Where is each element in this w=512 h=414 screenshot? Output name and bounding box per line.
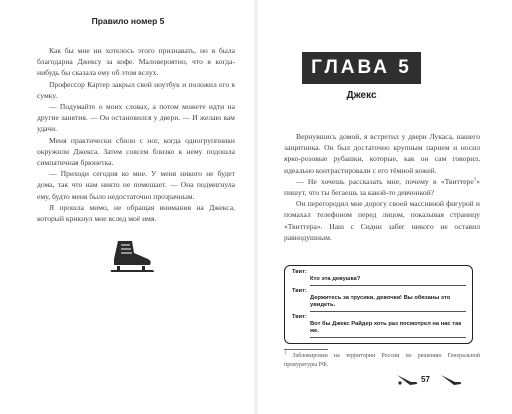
left-page-text (37, 45, 235, 224)
tweet (292, 288, 466, 312)
tweet-text: Кто эта девушка? (310, 276, 361, 282)
chapter-label: ГЛАВА 5 (302, 52, 421, 84)
paragraph (284, 176, 480, 198)
tweet-label: Твит: (292, 287, 307, 294)
running-head: Правило номер 5 (91, 16, 165, 26)
ice-skate-icon (108, 237, 156, 277)
footnote-text: Заблокирован на территории России по решению Генеральной прокуратуры РФ. (284, 353, 480, 368)
footnote (284, 352, 480, 369)
tweet-underline (310, 285, 466, 286)
footnote-divider (284, 349, 328, 350)
page-footer (396, 372, 492, 388)
chapter-title: Джекс (346, 90, 377, 101)
footnote-mark: 1 (284, 351, 287, 356)
footnote-reference[interactable]: 1 (473, 177, 477, 183)
tweet-label: Твит: (292, 313, 307, 320)
paragraph: Профессор Картер закрыл свой ноутбук и положил его в сумку. (37, 79, 235, 100)
paragraph: Я прошла мимо, не обращая внимания на Джекса, который крикнул мне вслед моё имя. (37, 202, 235, 224)
tweet (292, 269, 466, 286)
paragraph: Он перегородил мне дорогу своей массивной фигурой и помахал телефоном перед лицом, показывая страницу «Твиттера». Наш с Сидни забег никого не оставил равнодушным. (284, 199, 480, 242)
tweet-underline (310, 337, 466, 338)
page-number: 57 (421, 375, 430, 384)
paragraph: Меня практически сбили с ног, когда одногруппники окружили Джекса. Затем совсем близко к нему подошла симпатичная брюнетка. (37, 135, 235, 168)
tweet-label: Твит: (292, 269, 307, 275)
paragraph-text: — Не хочешь рассказать мне, почему в «Твиттере (296, 176, 474, 186)
paragraph: — Подумайте о моих словах, а потом можете идти на другие занятия. — Он остановился у двери. — И желаю вам удачи. (37, 102, 235, 134)
tweet-text: Держитесь за трусики, девочки! Вы обязаны это увидеть. (310, 294, 451, 309)
tweet (292, 314, 466, 338)
right-page-text (284, 131, 480, 243)
paragraph: Вернувшись домой, я встретил у двери Лукаса, нашего защитника. Он был достаточно крупным парнем и носил ярко-розовые рубашки, которые, как он сам говорил, идеально контрастировали с его тёмной кожей. (284, 132, 480, 175)
tweet-underline (310, 311, 466, 312)
paragraph: — Приходи сегодня ко мне. У меня никого не будет дома, так что нам никто не помешает. — Она подмигнула ему, будто меня было недостаточно прозрачным. (37, 169, 235, 201)
paragraph-text: » пишут, что ты бегаешь за какой-то девчонкой? (284, 176, 480, 198)
tweet-text: Вот бы Джекс Райдер хоть раз посмотрел на нас так же. (310, 320, 462, 335)
hockey-stick-icon (440, 374, 462, 386)
paragraph: Как бы мне ни хотелось этого признавать, но я была благодарна Джексу за кофе. Маловероятно, что я когда-нибудь бы сказала ему об этом вслух. (37, 46, 235, 78)
tweet-box (284, 265, 473, 344)
hockey-stick-icon (396, 374, 418, 386)
